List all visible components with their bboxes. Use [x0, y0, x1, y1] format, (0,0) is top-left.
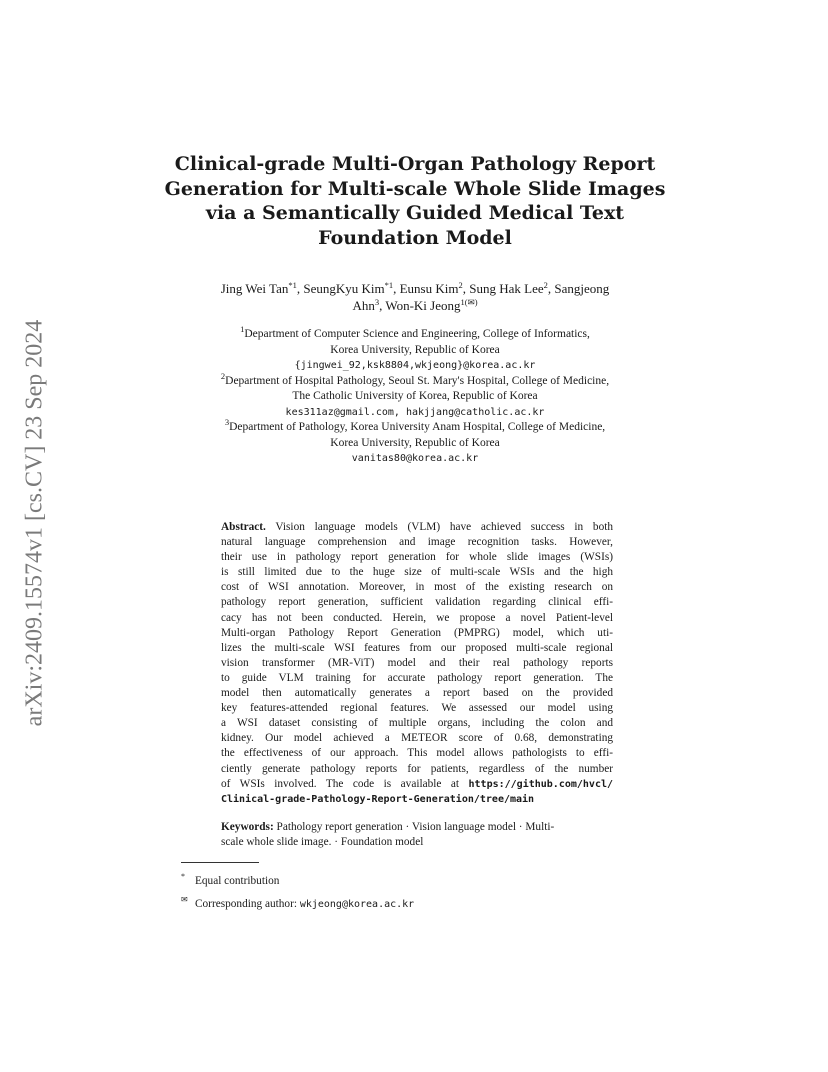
abstract-line	[221, 520, 613, 535]
abstract-line: natural language comprehension and image recognition tasks. However,	[221, 536, 613, 549]
abstract-line: lizes the multi-scale WSI features from our proposed multi-scale regional	[221, 641, 613, 654]
keywords-text: Pathology report generation · Vision language model · Multi-	[276, 821, 555, 833]
title-line: Foundation Model	[318, 226, 512, 249]
footnote-text: Corresponding author:	[195, 897, 297, 910]
title-line: Clinical-grade Multi-Organ Pathology Report	[174, 153, 656, 175]
corresponding-email[interactable]: wkjeong@korea.ac.kr	[299, 898, 415, 910]
abstract-line	[221, 777, 613, 792]
affiliation-text: Department of Computer Science and Engineering, College of Informatics,	[244, 328, 590, 340]
abstract-line: cacy has not been conducted. Herein, we propose a novel Patient-level	[221, 611, 613, 624]
arxiv-side-identifier	[21, 288, 48, 758]
code-url-continued[interactable]: Clinical-grade-Pathology-Report-Generation/tree/main	[221, 793, 535, 805]
affiliation-text: Department of Hospital Pathology, Seoul St. Mary's Hospital, College of Medicine,	[225, 374, 610, 387]
abstract-line: ciently generate pathology reports for patients, regardless of the number	[221, 762, 613, 775]
affiliation-line: Korea University, Republic of Korea	[330, 343, 500, 356]
footnote-rule	[181, 862, 259, 863]
title-line: Generation for Multi-scale Whole Slide Images	[164, 177, 666, 200]
author-name: , Sung Hak Lee	[462, 281, 544, 296]
affiliation-line	[150, 417, 680, 436]
footnote-text: Equal contribution	[195, 875, 280, 887]
author-line	[150, 297, 680, 314]
abstract-line: is still limited due to the huge size of multi-scale WSIs and the high	[221, 566, 613, 579]
envelope-icon: ✉	[181, 894, 188, 904]
author-affil-mark: *1	[288, 280, 297, 290]
abstract-line: model then automatically generates a report based on the provided	[221, 687, 613, 700]
author-affil-mark: 1(✉)	[460, 297, 478, 307]
affiliations	[150, 324, 680, 467]
author-affil-mark: 2	[543, 280, 548, 290]
affil-number: 1	[240, 324, 245, 334]
abstract-line: cost of WSI annotation. Moreover, in most of the existing research on	[221, 581, 613, 594]
abstract-line: a WSI dataset consisting of multiple organs, including the colon and	[221, 717, 613, 730]
code-url[interactable]: https://github.com/hvcl/	[468, 778, 614, 790]
affiliation-line	[150, 324, 680, 343]
keywords	[221, 820, 613, 850]
abstract	[221, 520, 613, 807]
abstract-line: their use in pathology report generation for whole slide images (WSIs)	[221, 551, 613, 564]
author-name: Jing Wei Tan	[220, 281, 289, 296]
footnote-equal	[181, 868, 641, 891]
abstract-text: Vision language models (VLM) have achieved success in both	[275, 521, 614, 533]
abstract-label: Abstract.	[221, 521, 266, 533]
abstract-line: to guide VLM training for accurate pathology report generation. The	[221, 671, 613, 684]
author-affil-mark: 3	[374, 297, 380, 307]
affiliation-text: Department of Pathology, Korea University Anam Hospital, College of Medicine,	[229, 421, 606, 433]
paper-title	[150, 152, 680, 250]
affil-number: 2	[220, 370, 226, 381]
author-affil-mark: *1	[384, 280, 394, 290]
author-name: , Sangjeong	[547, 281, 610, 296]
author-name: Ahn	[352, 298, 375, 313]
keywords-label: Keywords:	[221, 821, 274, 833]
keywords-line: scale whole slide image. · Foundation model	[221, 836, 424, 849]
author-affil-mark: 2	[458, 280, 463, 290]
affiliation-line	[150, 370, 680, 390]
footnote-corresponding	[181, 891, 641, 914]
abstract-line: Multi-organ Pathology Report Generation (PMPRG) model, which uti-	[221, 626, 613, 639]
abstract-line: kidney. Our model achieved a METEOR score of 0.68, demonstrating	[221, 732, 613, 745]
affiliation-line: The Catholic University of Korea, Republic of Korea	[292, 390, 538, 402]
arxiv-id-text: arXiv:2409.15574v1 [cs.CV] 23 Sep 2024	[21, 319, 48, 727]
affiliation-email: vanitas80@korea.ac.kr	[351, 453, 479, 464]
abstract-line	[221, 792, 613, 807]
affiliation-line: Korea University, Republic of Korea	[330, 436, 500, 449]
author-line	[150, 280, 680, 297]
author-list	[150, 280, 680, 314]
title-line: via a Semantically Guided Medical Text	[205, 202, 625, 224]
affiliation-email: {jingwei_92,ksk8804,wkjeong}@korea.ac.kr	[294, 360, 536, 371]
author-name: , Eunsu Kim	[393, 281, 459, 296]
affil-number: 3	[224, 417, 230, 427]
author-name: , SeungKyu Kim	[296, 281, 385, 296]
keywords-line	[221, 820, 613, 835]
asterisk-mark: *	[181, 872, 185, 881]
abstract-line: pathology report generation, sufficient validation regarding clinical effi-	[221, 596, 613, 609]
abstract-line: key features-attended regional features. We assessed our model using	[221, 702, 613, 715]
abstract-text: of WSIs involved. The code is available at	[221, 777, 460, 790]
footnotes	[181, 868, 641, 913]
abstract-line: the effectiveness of our approach. This model allows pathologists to effi-	[221, 747, 613, 760]
abstract-line: vision transformer (MR-ViT) model and their real pathology reports	[221, 656, 613, 669]
affiliation-email: kes311az@gmail.com, hakjjang@catholic.ac.kr	[285, 406, 545, 418]
author-name: , Won-Ki Jeong	[379, 298, 461, 313]
